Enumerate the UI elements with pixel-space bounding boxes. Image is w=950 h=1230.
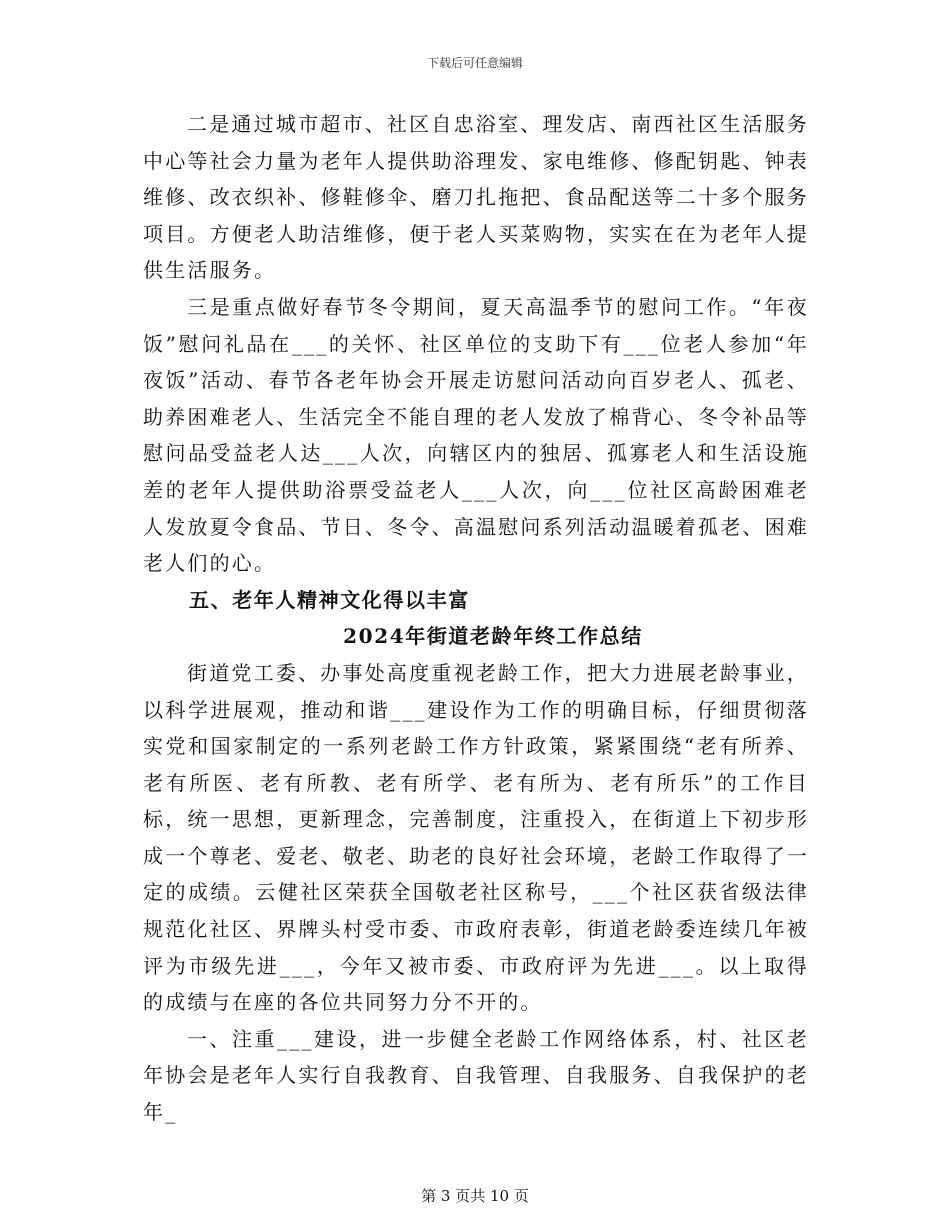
paragraph-service-items: 二是通过城市超市、社区自忠浴室、理发店、南西社区生活服务中心等社会力量为老年人提供助浴理发、家电维修、修配钥匙、钟表维修、改衣织补、修鞋修伞、磨刀扎拖把、食品配送等二十多个服务项目。方便老人助洁维修，便于老人买菜购物，实实在在为老年人提供生活服务。 — [143, 112, 809, 283]
page-footer: 第 3 页共 10 页 — [421, 1187, 529, 1205]
paragraph-intro: 街道党工委、办事处高度重视老龄工作，把大力进展老龄事业，以科学进展观，推动和谐___建设作为工作的明确目标，仔细贯彻落实党和国家制定的一系列老龄工作方针政策，紧紧围绕“老有所养、老有所医、老有所教、老有所学、老有所为、老有所乐”的工作目标，统一思想，更新理念，完善制度，注重投入，在街道上下初步形成一个尊老、爱老、敬老、助老的良好社会环境，老龄工作取得了一定的成绩。云健社区荣获全国敬老社区称号，___个社区获省级法律规范化社区、界牌头村受市委、市政府表彰，街道老龄委连续几年被评为市级先进___，今年又被市委、市政府评为先进___。以上取得的成绩与在座的各位共同努力分不开的。 — [143, 660, 809, 1015]
page-header: 下载后可任意编辑 — [426, 56, 523, 70]
paragraph-holiday-visits: 三是重点做好春节冬令期间，夏天高温季节的慰问工作。“年夜饭”慰问礼品在___的关怀、社区单位的支助下有___位老人参加“年夜饭”活动、春节各老年协会开展走访慰问活动向百岁老人、孤老、助养困难老人、生活完全不能自理的老人发放了棉背心、冬令补品等慰问品受益老人达___人次，向辖区内的独居、孤寡老人和生活设施差的老年人提供助浴票受益老人___人次，向___位社区高龄困难老人发放夏令食品、节日、冬令、高温慰问系列活动温暖着孤老、困难老人们的心。 — [143, 294, 809, 576]
paragraph-section-one: 一、注重___建设，进一步健全老龄工作网络体系，村、社区老年协会是老年人实行自我教育、自我管理、自我服务、自我保护的老年_ — [143, 1026, 809, 1125]
document-body — [143, 106, 809, 1131]
section-heading-five: 五、老年人精神文化得以丰富 — [189, 587, 470, 612]
document-title: 2024年街道老龄年终工作总结 — [343, 624, 643, 649]
